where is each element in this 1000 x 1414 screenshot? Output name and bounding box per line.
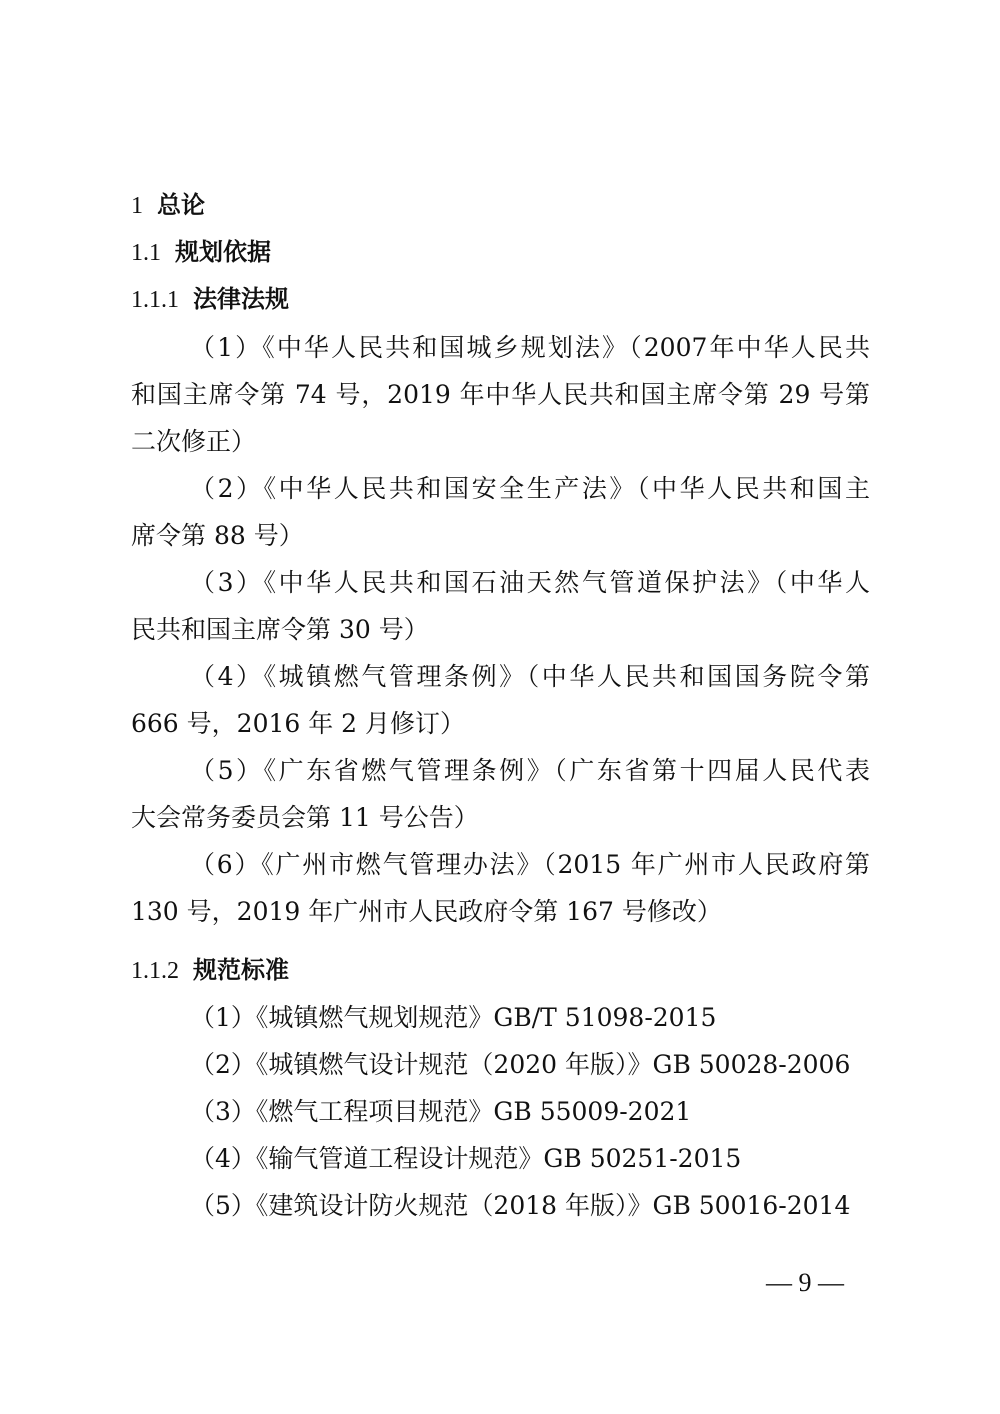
law-item-4-line-2: 666 号，2016 年 2 月修订） bbox=[131, 709, 466, 738]
heading-1-number: 1 bbox=[131, 193, 143, 219]
heading-1-1-2-title: 规范标准 bbox=[193, 956, 289, 984]
heading-1-1 bbox=[131, 240, 271, 265]
law-item-2-line-2: 席令第 88 号） bbox=[131, 521, 304, 550]
law-item-5-line-1: （5）《广东省燃气管理条例》（广东省第十四届人民代表 bbox=[190, 756, 870, 785]
law-item-1-line-2: 和国主席令第 74 号，2019 年中华人民共和国主席令第 29 号第 bbox=[131, 380, 870, 409]
law-item-6-line-2: 130 号，2019 年广州市人民政府令第 167 号修改） bbox=[131, 897, 722, 926]
standard-item-3: （3）《燃气工程项目规范》GB 55009-2021 bbox=[190, 1097, 692, 1126]
heading-1-1-2 bbox=[131, 958, 289, 983]
heading-1-1-1 bbox=[131, 287, 289, 312]
page-number: — 9 — bbox=[766, 1268, 844, 1297]
heading-1 bbox=[131, 193, 205, 218]
law-item-4-line-1: （4）《城镇燃气管理条例》（中华人民共和国国务院令第 bbox=[190, 662, 870, 691]
law-item-3-line-1: （3）《中华人民共和国石油天然气管道保护法》（中华人 bbox=[190, 568, 870, 597]
heading-1-title: 总论 bbox=[157, 191, 205, 219]
law-item-6-line-1: （6）《广州市燃气管理办法》（2015 年广州市人民政府第 bbox=[190, 850, 870, 879]
law-item-1-line-3: 二次修正） bbox=[131, 427, 257, 456]
standard-item-1: （1）《城镇燃气规划规范》GB/T 51098-2015 bbox=[190, 1003, 717, 1032]
heading-1-1-number: 1.1 bbox=[131, 240, 161, 266]
law-item-2-line-1: （2）《中华人民共和国安全生产法》（中华人民共和国主 bbox=[190, 474, 870, 503]
law-item-5-line-2: 大会常务委员会第 11 号公告） bbox=[131, 803, 479, 832]
heading-1-1-1-number: 1.1.1 bbox=[131, 287, 179, 313]
standard-item-5: （5）《建筑设计防火规范（2018 年版）》GB 50016-2014 bbox=[190, 1191, 851, 1220]
standard-item-2: （2）《城镇燃气设计规范（2020 年版）》GB 50028-2006 bbox=[190, 1050, 851, 1079]
standard-item-4: （4）《输气管道工程设计规范》GB 50251-2015 bbox=[190, 1144, 742, 1173]
law-item-1-line-1: （1）《中华人民共和国城乡规划法》（2007年中华人民共 bbox=[190, 333, 870, 362]
heading-1-1-1-title: 法律法规 bbox=[193, 285, 289, 313]
heading-1-1-title: 规划依据 bbox=[175, 238, 271, 266]
heading-1-1-2-number: 1.1.2 bbox=[131, 958, 179, 984]
law-item-3-line-2: 民共和国主席令第 30 号） bbox=[131, 615, 429, 644]
